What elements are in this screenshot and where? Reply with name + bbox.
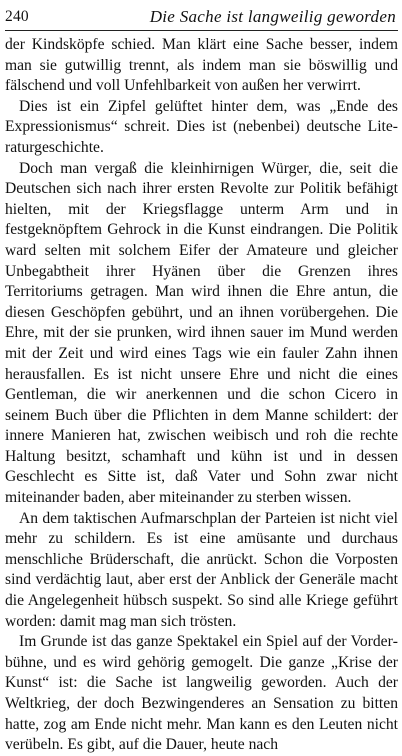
paragraph: Dies ist ein Zipfel gelüftet hinter dem, was „Ende des Expressionismus“ schreit. Dies ist (nebenbei) deutsche Literaturgeschichte.: [5, 97, 398, 156]
page-number: 240: [5, 8, 29, 25]
running-title: Die Sache ist langweilig geworden: [149, 7, 396, 26]
paragraph: der Kindsköpfe schied. Man klärt eine Sache besser, indem man sie gutwillig trennt, als indem man sie böswillig und fälschend und voll Unfehlbarkeit von außen her verwirrt.: [5, 36, 398, 95]
paragraph: Doch man vergaß die kleinhirnigen Würger, die, seit die Deutschen sich nach ihrer ersten Revolte zur Politik befähigt hielten, mit der Kriegsflagge unterm Arm und in festgeknöpftem Gehrock in die Kunst eindrangen. Die Politik ward selten mit solchem Eifer der Amateure und gleicher Unbegabtheit ihrer Hyänen über die Grenzen ihres Territoriums getragen. Man wird ihnen die Ehre antun, die diesen Geschöpfen gebührt, und an ihnen vorübergehen. Die Ehre, mit der sie prunken, wird ihnen sauer im Mund werden mit der Zeit und wird eines Tags wie ein fauler Zahn ihnen herausfallen. Es ist nicht unsere Ehre und nicht die eines Gentleman, die wir anerkennen und die schon Cicero in seinem Buch über die Pflichten in dem Manne schildert: der innere Manieren hat, zwischen weibisch und roh die rechte Haltung besitzt, schamhaft und kühn ist und in dessen Geschlecht es Sitte ist, daß Vater und Sohn zwar nicht miteinander baden, aber miteinander zu sterben wissen.: [5, 159, 398, 507]
body-text: [5, 35, 398, 756]
paragraph: An dem taktischen Aufmarschplan der Parteien ist nicht viel mehr zu schildern. Es ist eine amüsante und durchaus menschliche Brüderschaft, die anrückt. Schon die Vorposten sind verdächtig laut, aber erst der Anblick der Generäle macht die Angelegenheit hübsch suspekt. So sind alle Kriege geführt worden: damit mag man sich trösten.: [5, 509, 398, 630]
page-header: [5, 6, 398, 31]
book-page: [5, 6, 398, 754]
paragraph: Im Grunde ist das ganze Spektakel ein Spiel auf der Vorderbühne, und es wird gehörig gemogelt. Die ganze „Krise der Kunst“ ist: die Sache ist langweilig geworden. Auch der Weltkrieg, der doch Bezwingenderes an Sensation zu bitten hatte, zog am Ende nicht mehr. Man kann es den Leuten nicht verübeln. Es gibt, auf die Dauer, heute nach: [5, 633, 398, 754]
